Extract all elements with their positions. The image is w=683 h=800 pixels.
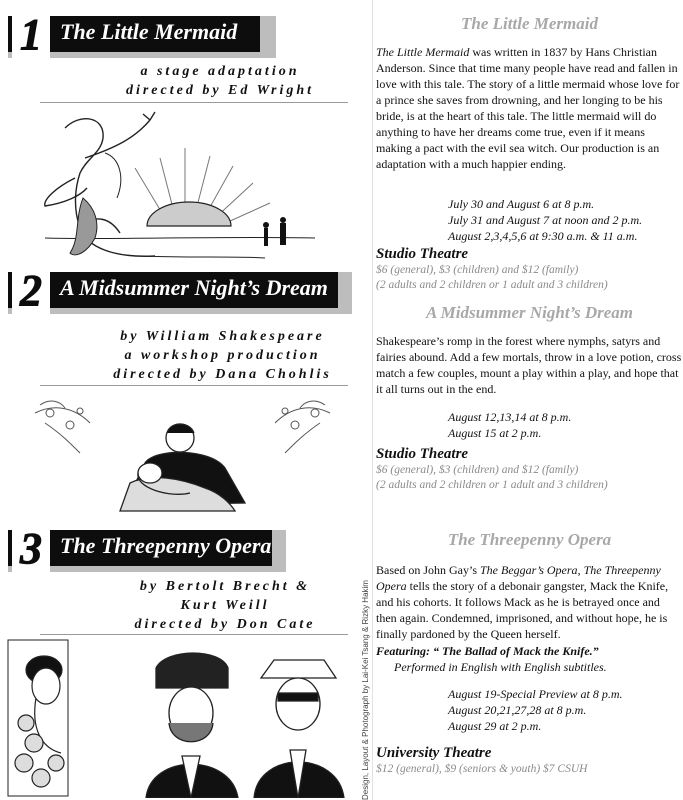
divider (40, 102, 348, 103)
mermaid-venue: Studio Theatre (376, 246, 469, 262)
mermaid-heading: The Little Mermaid (461, 14, 598, 33)
show-2-number: 2 (12, 268, 50, 314)
right-panel (376, 0, 683, 800)
midsummer-description: Shakespeare’s romp in the forest where nymphs, satyrs and fairies abound. Add a few mortals, throw in a love potion, cross match a few couples, mount a play within a play, and hope that it all turns out in the end. (376, 334, 682, 396)
midsummer-price-note: (2 adults and 2 children or 1 adult and 3 children) (376, 479, 608, 491)
mermaid-price-note: (2 adults and 2 children or 1 adult and 3 children) (376, 279, 608, 291)
midsummer-venue: Studio Theatre (376, 446, 469, 462)
threepenny-featuring: Featuring: “ The Ballad of Mack the Knife.” Performed in English with English subtitles. (376, 644, 607, 674)
fold-line (372, 0, 373, 800)
midsummer-dates: August 12,13,14 at 8 p.m. August 15 at 2 p.m. (448, 410, 572, 440)
show-2-credits: by William Shakespeare a workshop production directed by Dana Chohlis (113, 329, 332, 382)
mermaid-illustration (25, 108, 330, 270)
show-1-number: 1 (12, 12, 50, 58)
midsummer-price: $6 (general), $3 (children) and $12 (family) (376, 464, 579, 476)
show-3-credits: by Bertolt Brecht & Kurt Weill directed by Don Cate (134, 579, 316, 632)
mermaid-price: $6 (general), $3 (children) and $12 (family) (376, 264, 579, 276)
midsummer-venue-block (376, 446, 683, 493)
show-1-title: The Little Mermaid (60, 19, 238, 44)
midsummer-heading: A Midsummer Night’s Dream (425, 303, 634, 322)
design-credit: Design, Layout & Photograph by Lai-Kei Tsang & Rizky Hakim (361, 580, 370, 800)
show-3-number: 3 (12, 526, 50, 572)
mermaid-dates: July 30 and August 6 at 8 p.m. July 31 and August 7 at noon and 2 p.m. August 2,3,4,5,6 at 9:30 a.m. & 11 a.m. (448, 197, 643, 243)
threepenny-description: Based on John Gay’s The Beggar’s Opera, The Threepenny Opera tells the story of a debonair gangster, Mack the Knife, and his cohorts. It follows Mack as he is betrayed once and then again. Condemned, imprisoned, and without hope, he is finally pardoned by the Queen herself. (376, 563, 669, 641)
threepenny-heading: The Threepenny Opera (447, 530, 612, 549)
divider (40, 634, 348, 635)
show-3-title: The Threepenny Opera (60, 533, 272, 558)
divider (40, 385, 348, 386)
threepenny-illustration (6, 638, 354, 798)
mermaid-description: The Little Mermaid was written in 1837 by Hans Christian Anderson. Since that time many people have read and fallen in love with this tale. The story of a little mermaid whose love for a prince she saves from drowning, and her longing to be his bride, is at the heart of this tale. The little mermaid will do anything to have her dreams come true, even if it means making a pact with the evil sea witch. Our production is an adaptation with a much happier ending. (376, 45, 680, 171)
threepenny-venue: University Theatre (376, 745, 492, 761)
midsummer-illustration (30, 393, 335, 523)
show-1-credits: a stage adaptation directed by Ed Wright (125, 64, 315, 98)
mermaid-venue-block (376, 246, 683, 293)
show-2-title: A Midsummer Night’s Dream (60, 275, 328, 300)
threepenny-venue-block (376, 745, 683, 777)
threepenny-dates: August 19-Special Preview at 8 p.m. August 20,21,27,28 at 8 p.m. August 29 at 2 p.m. (448, 687, 623, 733)
threepenny-price: $12 (general), $9 (seniors & youth) $7 CSUH (376, 763, 588, 775)
